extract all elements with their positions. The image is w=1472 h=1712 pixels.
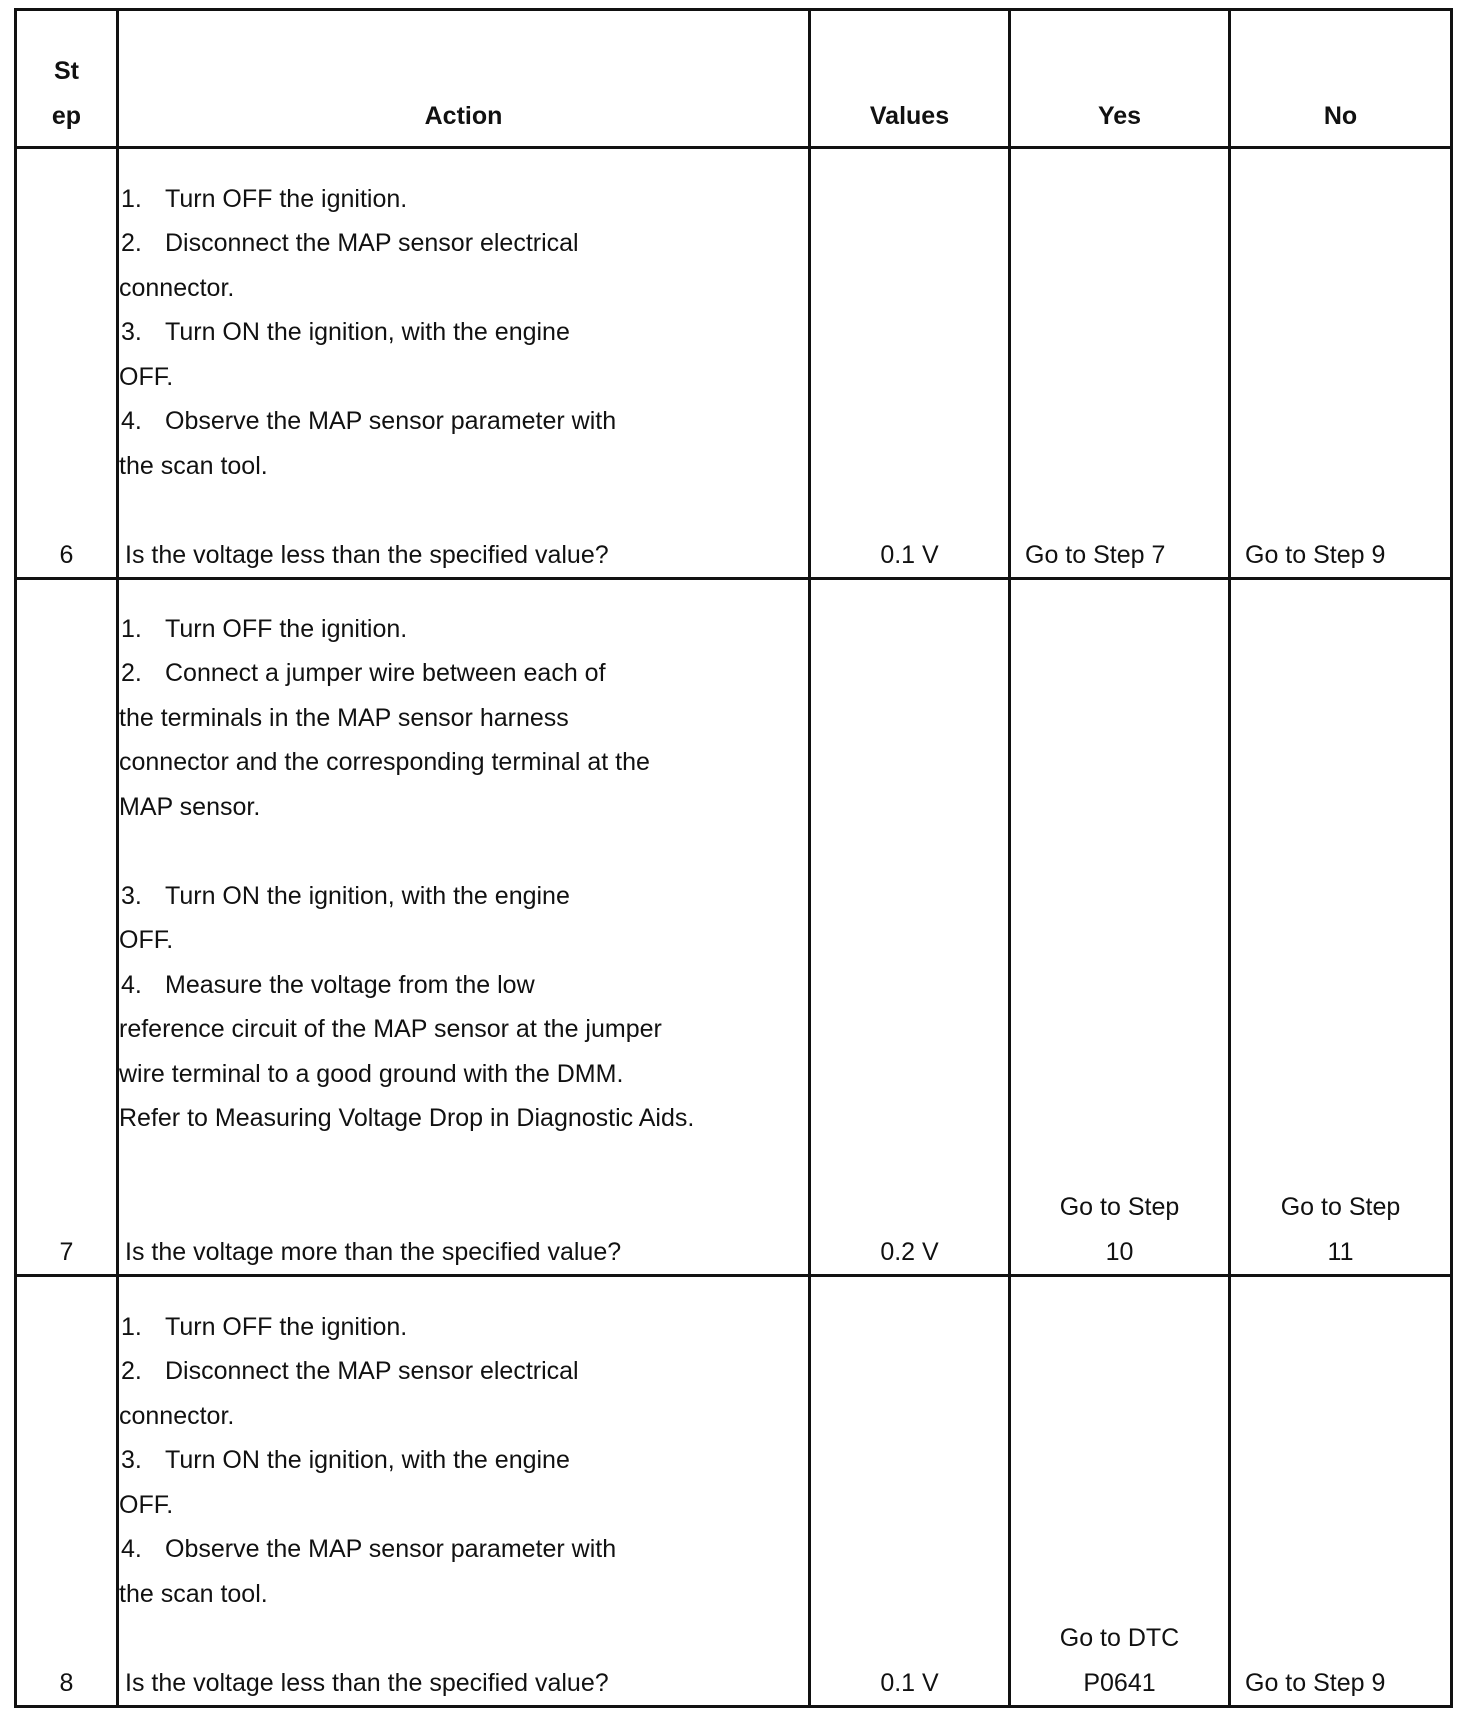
header-step: [16, 10, 118, 148]
action-line: wire terminal to a good ground with the DMM.: [119, 1059, 624, 1088]
step-number: 8: [16, 1276, 118, 1707]
action-cell: [118, 1276, 810, 1707]
header-row: [16, 10, 1452, 148]
action-line: the terminals in the MAP sensor harness: [119, 703, 569, 732]
action-line: 3. Turn ON the ignition, with the engine: [121, 881, 570, 910]
no-cell: Go to Step 9: [1230, 148, 1452, 579]
action-line: connector.: [119, 1401, 235, 1430]
action-line: connector.: [119, 273, 235, 302]
header-values: Values: [810, 10, 1010, 148]
diagnostic-table: [14, 8, 1453, 1708]
action-cell: [118, 579, 810, 1276]
header-yes: Yes: [1010, 10, 1230, 148]
table-row: [16, 148, 1452, 579]
action-question: Is the voltage less than the specified value?: [125, 540, 609, 569]
action-line: the scan tool.: [119, 451, 268, 480]
header-action: Action: [118, 10, 810, 148]
action-line: connector and the corresponding terminal at the: [119, 748, 650, 776]
action-line: 4. Measure the voltage from the low: [121, 970, 535, 999]
yes-cell: Go to DTC P0641: [1010, 1276, 1230, 1707]
header-step-line1: St: [54, 57, 79, 85]
yes-cell: Go to Step 10: [1010, 579, 1230, 1276]
action-line: 3. Turn ON the ignition, with the engine: [121, 318, 570, 346]
step-number: 7: [16, 579, 118, 1276]
action-line: MAP sensor.: [119, 792, 261, 821]
value-cell: 0.1 V: [810, 148, 1010, 579]
action-line: OFF.: [119, 362, 174, 391]
value-cell: 0.2 V: [810, 579, 1010, 1276]
action-line: 2. Disconnect the MAP sensor electrical: [121, 229, 579, 257]
action-line: reference circuit of the MAP sensor at the jumper: [119, 1015, 662, 1043]
no-cell: Go to Step 11: [1230, 579, 1452, 1276]
header-step-line2: ep: [51, 101, 82, 130]
action-line: the scan tool.: [119, 1579, 268, 1608]
table-row: [16, 579, 1452, 1276]
no-cell: Go to Step 9: [1230, 1276, 1452, 1707]
yes-cell: Go to Step 7: [1010, 148, 1230, 579]
action-line: OFF.: [119, 1490, 174, 1519]
action-question: Is the voltage less than the specified value?: [125, 1668, 609, 1697]
action-line: 2. Connect a jumper wire between each of: [121, 659, 606, 687]
action-line: 1. Turn OFF the ignition.: [121, 614, 408, 643]
action-cell: [118, 148, 810, 579]
step-number: 6: [16, 148, 118, 579]
action-question: Is the voltage more than the specified value?: [125, 1237, 622, 1266]
table-row: [16, 1276, 1452, 1707]
action-line: 1. Turn OFF the ignition.: [121, 1312, 408, 1341]
header-no: No: [1230, 10, 1452, 148]
action-line: 3. Turn ON the ignition, with the engine: [121, 1446, 570, 1474]
value-cell: 0.1 V: [810, 1276, 1010, 1707]
action-line: OFF.: [119, 926, 174, 954]
action-line: 2. Disconnect the MAP sensor electrical: [121, 1357, 579, 1385]
action-line: Refer to Measuring Voltage Drop in Diagnostic Aids.: [119, 1104, 695, 1132]
action-line: 4. Observe the MAP sensor parameter with: [121, 1535, 617, 1563]
action-line: 4. Observe the MAP sensor parameter with: [121, 407, 617, 435]
action-line: 1. Turn OFF the ignition.: [121, 184, 408, 213]
